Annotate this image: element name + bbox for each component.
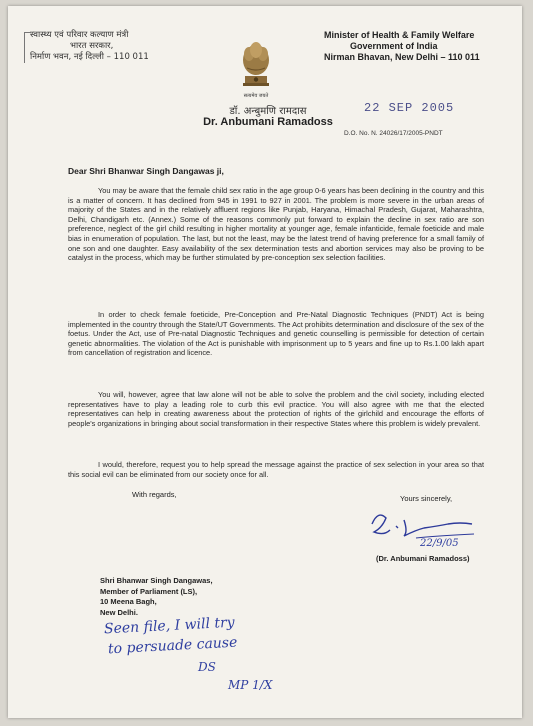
body-paragraph-3: You will, however, agree that law alone will not be able to solve the problem and the civil society, including elected representatives have to play a leading role to curb this evil practice. You will also agree with me that the elected representatives can help in creating awareness about the protection of rights of the girlchild and encourage the efforts of people's organizations in bringing about social transformation in their respective States where this problem is widely prevalent. [68,390,484,428]
handwritten-note-line-3: DS [198,660,216,674]
salutation: Dear Shri Bhanwar Singh Dangawas ji, [68,166,224,176]
recipient-block [100,576,213,618]
handwritten-note-line-2: to persuade cause [107,634,238,658]
hindi-government: भारत सरकार, [70,41,114,51]
recipient-city: New Delhi. [100,607,138,617]
signatory-name: (Dr. Anbumani Ramadoss) [376,554,470,563]
lion-capital-icon [236,36,276,88]
recipient-address: 10 Meena Bagh, [100,597,157,606]
minister-name-english: Dr. Anbumani Ramadoss [203,116,333,128]
recipient-name: Shri Bhanwar Singh Dangawas, [100,576,213,585]
english-government: Government of India [350,41,438,51]
recipient-title: Member of Parliament (LS), [100,586,198,596]
letterhead-bracket [24,32,31,63]
hindi-address: निर्माण भवन, नई दिल्ली – 110 011 [30,52,149,62]
body-paragraph-2: In order to check female foeticide, Pre-Conception and Pre-Natal Diagnostic Techniques (PNDT) Act is being implemented in the country through the State/UT Governments. The Act prohibits determination and disclosure of the sex of the foetus. Under the Act, use of Pre-natal Diagnostic Techniques and genetic counselling is permissible for detection of certain genetic abnormalities. The violation of the Act is punishable with imprisonment up to 5 years and fine up to Rs.1.00 lakh apart from cancellation of registration and licence. [68,310,484,358]
english-address: Nirman Bhavan, New Delhi – 110 011 [324,52,480,62]
body-paragraph-4: I would, therefore, request you to help spread the message against the practice of sex selection in your area so that this social evil can be eliminated from our society once for all. [68,460,484,479]
yours-sincerely: Yours sincerely, [400,494,453,503]
hindi-letterhead [30,30,180,63]
closing: With regards, [132,490,177,499]
date-stamp: 22 SEP 2005 [364,101,455,115]
english-letterhead [324,30,514,63]
state-emblem [236,36,276,99]
handwritten-note-line-4: MP 1/X [228,678,273,692]
emblem-motto: सत्यमेव जयते [243,93,269,99]
english-title: Minister of Health & Family Welfare [324,30,475,40]
signature-date: 22/9/05 [420,538,459,549]
body-paragraph-1: You may be aware that the female child sex ratio in the age group 0-6 years has been declining in the country and this is a matter of concern. It has declined from 945 in 1991 to 927 in 2001. The problem is more severe in the urban areas of majority of the States and in the relatively affluent regions like Punjab, Haryana, Himachal Pradesh, Gujarat, Maharashtra, Delhi, Chandigarh etc. (Annex.) Some of the reasons commonly put forward to explain the decline in sex ratio are son preference, neglect of the girl child resulting in higher mortality at younger age, female infanticide, female foeticide and male bias in enumeration of population. The last, but not the least, may be the latest trend of having preference for a small family of one son and one daughter. Easy availability of the sex determination tests and abortion services may also be proving to be catalyst in the process, which may be further stimulated by pre-conception sex selection facilities. [68,186,484,263]
hindi-title: स्वास्थ्य एवं परिवार कल्याण मंत्री [30,30,129,40]
minister-name-hindi: डॉ. अन्बुमणि रामदास [229,106,307,117]
do-number: D.O. No. N. 24026/17/2005-PNDT [344,130,443,137]
handwritten-note-line-1: Seen file, I will try [103,614,236,638]
letter-page [8,6,522,718]
